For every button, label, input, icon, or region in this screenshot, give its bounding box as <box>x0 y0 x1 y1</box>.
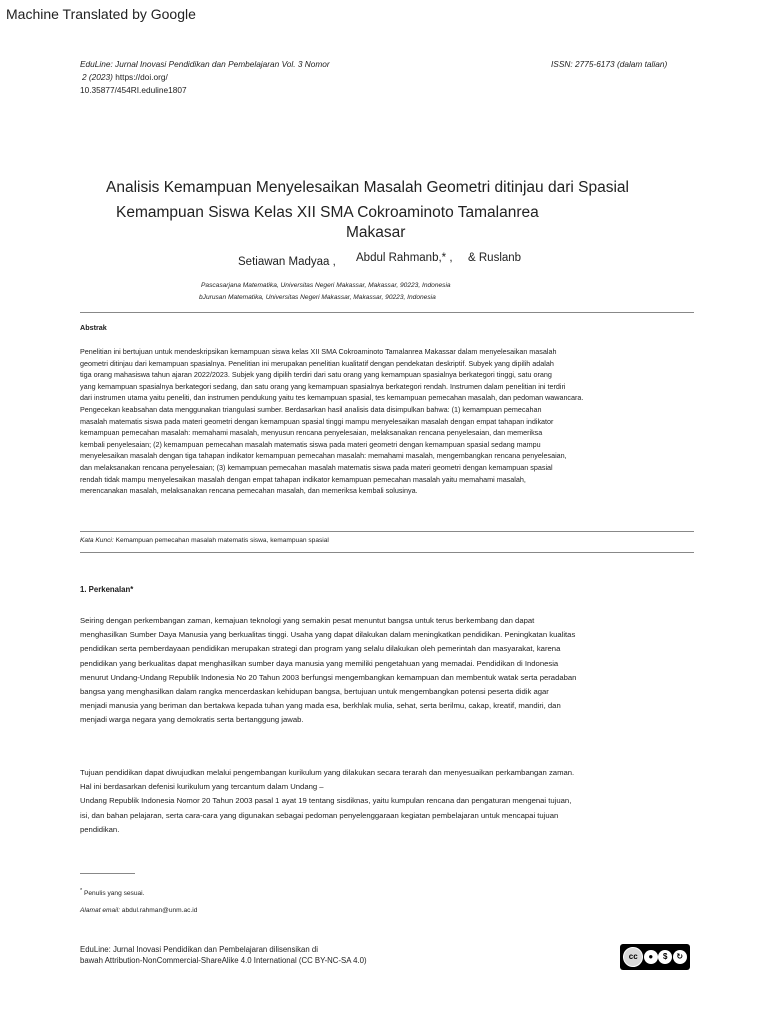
author-1: Setiawan Madyaa , <box>238 256 336 268</box>
affiliation-b: bJurusan Matematika, Universitas Negeri Makassar, Makassar, 90223, Indonesia <box>199 294 436 301</box>
affiliation-a: Pascasarjana Matematika, Universitas Negeri Makassar, Makassar, 90223, Indonesia <box>201 282 451 289</box>
intro-line: pendidikan. <box>80 824 120 834</box>
affiliations <box>199 280 451 304</box>
cc-license-badge[interactable] <box>620 944 690 970</box>
paper-title-line2: Kemampuan Siswa Kelas XII SMA Cokroaminoto Tamalanrea <box>116 204 539 221</box>
cc-icon: cc <box>623 947 643 967</box>
footnote-text: Penulis yang sesuai. <box>83 890 145 898</box>
footnote-email <box>80 907 197 914</box>
license-line-2: bawah Attribution-NonCommercial-ShareAlike 4.0 International (CC BY-NC-SA 4.0) <box>80 955 367 965</box>
author-3: & Ruslanb <box>468 252 522 264</box>
intro-paragraph-1 <box>80 614 720 728</box>
intro-line: pendidikan yang berkualitas dapat menghasilkan sumber daya manusia yang memiliki pengetahuan yang memadai. Pendidikan di Indonesia <box>80 658 559 668</box>
abstract-line: yang kemampuan spasialnya berkategori sedang, dan satu orang yang kemampuan spasialnya berkategori rendah. Instrumen dalam penelitian ini terdiri <box>80 381 566 391</box>
intro-line: bangsa yang menghasilkan dalam rangka mencerdaskan kehidupan bangsa, bertujuan untuk mengembangkan potensi peserta didik agar <box>80 687 549 697</box>
abstract-line: rendah tidak mampu menyelesaikan masalah dengan empat tahapan indikator kemampuan pemecahan masalah yaitu memahami masalah, <box>80 474 526 484</box>
keywords-text: Kemampuan pemecahan masalah matematis siswa, kemampuan spasial <box>115 537 329 544</box>
abstract-line: kembali penyelesaian; (2) kemampuan pemecahan masalah matematis siswa pada materi geometri dengan kemampuan spasial sedang mampu <box>80 439 541 449</box>
abstract-line: kemampuan pemecahan masalah: memahami masalah, menyusun rencana penyelesaian, melaksanakan rencana penyelesaian, dan memeriksa <box>80 428 543 438</box>
intro-line: menghasilkan Sumber Daya Manusia yang berkualitas tinggi. Usaha yang dapat dilakukan dalam meningkatkan pendidikan. Peningkatan kualitas <box>80 630 576 640</box>
abstract-line: dan melaksanakan rencana penyelesaian; (3) kemampuan pemecahan masalah matematis siswa pada materi geometri dengan kemampuan spasial <box>80 462 553 472</box>
journal-header <box>80 58 480 97</box>
intro-line: menjadi manusia yang beriman dan bertakwa kepada tuhan yang mada esa, berkhlak mulia, sehat, serta berilmu, cakap, kreatif, mandiri, dan <box>80 701 561 711</box>
intro-line: isi, dan bahan pelajaran, serta cara-cara yang digunakan sebagai pedoman penyelenggaraan kegiatan pembelajaran untuk mencapai tujuan <box>80 810 559 820</box>
intro-line: menurut Undang-Undang Republik Indonesia No 20 Tahun 2003 berfungsi mengembangkan kemampuan dan membentuk watak serta peradaban <box>80 672 577 682</box>
footnote-divider <box>80 873 135 874</box>
abstract-body <box>80 346 720 497</box>
intro-line: Seiring dengan perkembangan zaman, kemajuan teknologi yang semakin pesat menuntut bangsa untuk terus berkembang dan dapat <box>80 616 535 625</box>
machine-translation-banner: Machine Translated by Google <box>6 6 196 22</box>
paper-title-line3: Makasar <box>346 224 406 241</box>
email-address[interactable]: abdul.rahman@unm.ac.id <box>121 907 198 914</box>
abstract-line: masalah matematis siswa pada materi geometri dengan kemampuan spasial tinggi mampu menyelesaikan masalah dengan empat tahapan indikator <box>80 416 554 426</box>
nc-dollar-icon: $ <box>658 950 672 964</box>
author-2: Abdul Rahmanb,* , <box>356 252 453 264</box>
by-person-icon: ● <box>644 950 658 964</box>
journal-name: EduLine: Jurnal Inovasi Pendidikan dan Pembelajaran Vol. 3 Nomor <box>80 59 330 69</box>
divider-top <box>80 312 694 313</box>
email-label: Alamat email: <box>80 907 120 914</box>
abstract-line: Pengecekan keabsahan data menggunakan triangulasi sumber. Berdasarkan hasil analisis data disimpulkan bahwa: (1) kemampuan pemecahan <box>80 404 542 414</box>
intro-line: pendidikan serta pemberdayaan pendidikan merupakan strategi dan program yang selalu dilakukan oleh pemerintah dan masyarakat, karena <box>80 644 561 654</box>
license-line-1: EduLine: Jurnal Inovasi Pendidikan dan Pembelajaran dilisensikan di <box>80 945 318 954</box>
abstract-line: dari instrumen utama yaitu peneliti, dan instrumen pendukung yaitu tes kemampuan spasial, tes kemampuan pemecahan masalah, dan pedoman wawancara. <box>80 393 584 403</box>
keywords-label: Kata Kunci: <box>80 537 114 544</box>
section-heading: 1. Perkenalan* <box>80 585 134 594</box>
footnote-corresponding <box>80 888 144 897</box>
keywords <box>80 537 329 544</box>
intro-paragraph-2 <box>80 766 720 837</box>
intro-line: Hal ini berdasarkan defenisi kurikulum yang tercantum dalam Undang – <box>80 782 324 792</box>
intro-line: Undang Republik Indonesia Nomor 20 Tahun 2003 pasal 1 ayat 19 tentang sisdiknas, yaitu kumpulan rencana dan pengaturan mengenai tujuan, <box>80 796 572 806</box>
abstract-line: geometri ditinjau dari kemampuan spasialnya. Penelitian ini merupakan penelitian kualitatif dengan pendekatan deskriptif. Subyek yang dipilih adalah <box>80 358 554 368</box>
doi-suffix[interactable]: 10.35877/454RI.eduline1807 <box>80 85 187 95</box>
sa-share-icon: ↻ <box>673 950 687 964</box>
abstract-heading: Abstrak <box>80 323 107 332</box>
divider-abstract-top <box>80 531 694 532</box>
journal-issue: 2 (2023) <box>82 72 113 82</box>
abstract-line: tiga orang mahasiswa tahun ajaran 2022/2023. Subjek yang dipilih terdiri dari satu orang yang kemampuan spasialnya berkategori tinggi, satu orang <box>80 370 552 380</box>
license-text <box>80 945 367 966</box>
doi-prefix[interactable]: https://doi.org/ <box>115 72 168 82</box>
abstract-line: menyelesaikan masalah dengan tiga tahapan indikator kemampuan pemecahan masalah: memahami masalah, mengembangkan rencana penyelesaian, <box>80 451 567 461</box>
issn: ISSN: 2775-6173 (dalam talian) <box>551 59 668 69</box>
intro-line: Tujuan pendidikan dapat diwujudkan melalui pengembangan kurikulum yang dilakukan secara terarah dan menyesuaikan perkambangan zaman. <box>80 768 575 777</box>
abstract-line: merencanakan masalah, melaksanakan rencana pemecahan masalah, dan memeriksa kembali solusinya. <box>80 486 418 496</box>
paper-title-line1: Analisis Kemampuan Menyelesaikan Masalah Geometri ditinjau dari Spasial <box>106 179 629 196</box>
footnote-mark: * <box>80 888 83 894</box>
abstract-line: Penelitian ini bertujuan untuk mendeskripsikan kemampuan siswa kelas XII SMA Cokroaminoto Tamalanrea Makassar dalam menyelesaikan masalah <box>80 347 557 356</box>
divider-abstract-bottom <box>80 552 694 553</box>
intro-line: menjadi warga negara yang demokratis serta bertanggung jawab. <box>80 715 304 725</box>
